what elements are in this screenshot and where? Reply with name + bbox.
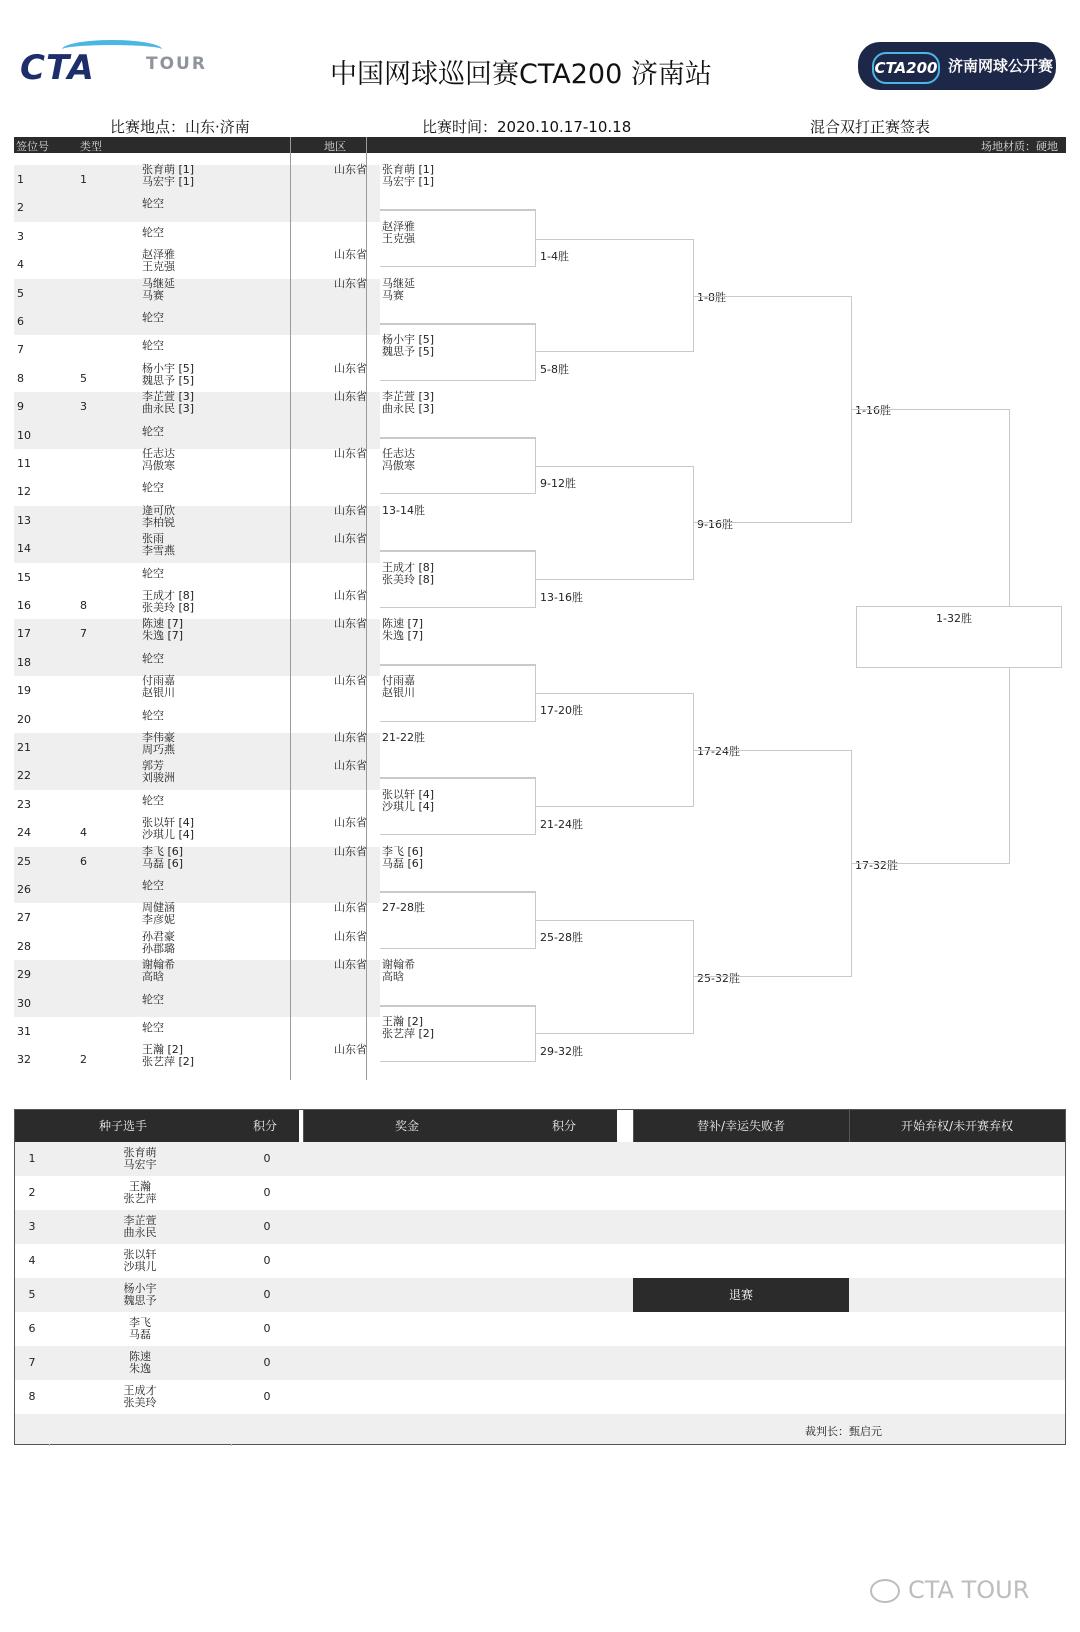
draw-position: 24 bbox=[17, 826, 31, 840]
logo-cta-text: CTA bbox=[20, 48, 95, 88]
draw-entry bbox=[142, 505, 175, 529]
region: 山东省 bbox=[334, 844, 367, 858]
final-label: 1-32胜 bbox=[936, 612, 972, 626]
region: 山东省 bbox=[334, 503, 367, 517]
player-name: 付雨嘉 bbox=[142, 674, 175, 688]
round2-partner: 马赛 bbox=[382, 288, 404, 302]
seed-rank: 3 bbox=[28, 1220, 36, 1233]
partner-name: 张美玲 [8] bbox=[142, 601, 195, 614]
round4-label: 17-24胜 bbox=[697, 745, 740, 758]
round3-bracket bbox=[380, 892, 536, 949]
round3-bracket bbox=[380, 778, 536, 835]
player-name: 轮空 bbox=[142, 708, 164, 722]
draw-entry bbox=[142, 1044, 194, 1068]
draw-position: 25 bbox=[17, 854, 31, 868]
draw-entry bbox=[142, 931, 175, 955]
round2-entry bbox=[382, 732, 425, 744]
seed-pair bbox=[49, 1215, 231, 1239]
partner-name: 刘骏洲 bbox=[142, 771, 175, 785]
seed-points: 0 bbox=[263, 1322, 271, 1335]
round2-name: 付雨嘉 bbox=[382, 674, 415, 688]
draw-position: 11 bbox=[17, 457, 31, 470]
partner-name: 朱逸 [7] bbox=[142, 629, 184, 643]
round2-partner: 马磊 [6] bbox=[382, 856, 424, 870]
round3-bracket bbox=[380, 1006, 536, 1063]
player-name: 轮空 bbox=[142, 651, 164, 665]
seed-number: 4 bbox=[80, 826, 87, 840]
row-shade bbox=[14, 503, 380, 563]
draw-position: 3 bbox=[17, 229, 24, 243]
partner-name: 高晗 bbox=[142, 970, 164, 984]
region: 山东省 bbox=[334, 589, 367, 602]
player-name: 王瀚 [2] bbox=[142, 1043, 184, 1057]
draw-position: 13 bbox=[17, 513, 31, 527]
seed-number: 6 bbox=[80, 854, 87, 868]
seed-points: 0 bbox=[263, 1220, 271, 1233]
region: 山东省 bbox=[334, 248, 367, 262]
draw-entry bbox=[142, 340, 164, 352]
player-name: 轮空 bbox=[142, 481, 164, 495]
player-name: 赵泽雅 bbox=[142, 248, 175, 262]
table-footer-row bbox=[15, 1414, 1065, 1444]
seed-rank: 4 bbox=[28, 1254, 36, 1267]
col-pos: 签位号 bbox=[16, 140, 49, 153]
player-name: 周健涵 bbox=[142, 901, 175, 915]
round3-bracket bbox=[380, 210, 536, 267]
round2-partner: 张美玲 [8] bbox=[382, 572, 435, 586]
round2-partner: 王克强 bbox=[382, 231, 415, 245]
partner-name: 孙郡璐 bbox=[142, 941, 175, 955]
seed-table bbox=[14, 1109, 1066, 1445]
region: 山东省 bbox=[334, 532, 367, 546]
seed-rank: 1 bbox=[28, 1152, 36, 1165]
player-name: 任志达 bbox=[142, 447, 175, 460]
round2-name: 13-14胜 bbox=[382, 503, 425, 517]
round4-bracket bbox=[536, 693, 694, 807]
draw-entry bbox=[142, 164, 194, 188]
round3-label: 1-4胜 bbox=[540, 249, 569, 263]
draw-entry bbox=[142, 568, 164, 580]
partner-name: 沙琪儿 [4] bbox=[142, 828, 195, 842]
round2-partner: 朱逸 [7] bbox=[382, 629, 424, 643]
col-region: 地区 bbox=[324, 140, 346, 153]
table-header: 开始弃权/未开赛弃权 bbox=[849, 1110, 1065, 1142]
region: 山东省 bbox=[334, 617, 367, 631]
draw-position: 18 bbox=[17, 655, 31, 669]
draw-position: 17 bbox=[17, 627, 31, 641]
round3-label: 5-8胜 bbox=[540, 363, 569, 377]
player-name: 郭芳 bbox=[142, 759, 164, 773]
draw-entry bbox=[142, 590, 194, 614]
player-name: 轮空 bbox=[142, 225, 164, 239]
seed-partner: 张美玲 bbox=[123, 1396, 157, 1409]
partner-name: 魏思予 [5] bbox=[142, 373, 195, 387]
draw-position: 4 bbox=[17, 258, 24, 272]
seed-rank: 7 bbox=[28, 1356, 36, 1369]
seed-player: 王瀚 bbox=[129, 1180, 151, 1193]
draw-entry bbox=[142, 760, 175, 784]
seed-points: 0 bbox=[263, 1356, 271, 1369]
draw-entry bbox=[142, 902, 175, 926]
seed-partner: 曲永民 bbox=[123, 1226, 157, 1239]
round2-name: 张育萌 [1] bbox=[382, 163, 435, 176]
seed-player: 张育萌 bbox=[123, 1146, 157, 1159]
draw-position: 22 bbox=[17, 769, 31, 783]
partner-name: 张艺萍 [2] bbox=[142, 1055, 195, 1069]
seed-pair bbox=[49, 1181, 231, 1205]
round2-partner: 马宏宇 [1] bbox=[382, 175, 435, 188]
round2-name: 谢翰希 bbox=[382, 958, 415, 972]
draw-position: 20 bbox=[17, 712, 31, 726]
seed-number: 2 bbox=[80, 1053, 87, 1067]
draw-entry bbox=[142, 533, 175, 557]
player-name: 张雨 bbox=[142, 532, 164, 546]
seed-partner: 马宏宇 bbox=[123, 1158, 157, 1171]
player-name: 轮空 bbox=[142, 566, 164, 580]
draw-position: 15 bbox=[17, 570, 31, 584]
partner-name: 赵银川 bbox=[142, 686, 175, 700]
player-name: 轮空 bbox=[142, 879, 164, 892]
region: 山东省 bbox=[334, 816, 367, 830]
table-header: 奖金 bbox=[303, 1110, 511, 1142]
seed-points: 0 bbox=[263, 1254, 271, 1267]
round2-partner: 张艺萍 [2] bbox=[382, 1027, 435, 1040]
region: 山东省 bbox=[334, 163, 367, 176]
row-shade bbox=[14, 844, 380, 904]
draw-position: 31 bbox=[17, 1025, 31, 1038]
seed-partner: 张艺萍 bbox=[123, 1192, 157, 1205]
date-info: 比赛时间：2020.10.17-10.18 bbox=[422, 118, 632, 136]
round3-bracket bbox=[380, 438, 536, 495]
seed-points: 0 bbox=[263, 1288, 271, 1301]
round2-name: 杨小宇 [5] bbox=[382, 333, 435, 347]
seed-pair bbox=[49, 1317, 231, 1341]
table-header: 积分 bbox=[231, 1110, 299, 1142]
row-shade bbox=[14, 733, 380, 790]
round2-name: 21-22胜 bbox=[382, 731, 425, 744]
round2-partner: 赵银川 bbox=[382, 686, 415, 700]
region: 山东省 bbox=[334, 361, 367, 375]
round2-entry bbox=[382, 505, 425, 517]
region: 山东省 bbox=[334, 674, 367, 688]
player-name: 孙君豪 bbox=[142, 929, 175, 943]
logo-tour-text: TOUR bbox=[146, 54, 207, 74]
player-name: 轮空 bbox=[142, 339, 164, 353]
seed-points: 0 bbox=[263, 1152, 271, 1165]
seed-pair bbox=[49, 1351, 231, 1375]
seed-partner: 朱逸 bbox=[129, 1362, 151, 1375]
seed-partner: 魏思予 bbox=[123, 1294, 157, 1307]
round2-name: 陈速 [7] bbox=[382, 617, 424, 631]
round5-label: 17-32胜 bbox=[855, 858, 898, 872]
partner-name: 冯傲寒 bbox=[142, 459, 175, 472]
seed-pair bbox=[49, 1147, 231, 1171]
draw-position: 5 bbox=[17, 286, 24, 300]
seed-rank: 8 bbox=[28, 1390, 36, 1403]
player-name: 轮空 bbox=[142, 992, 164, 1006]
player-name: 谢翰希 bbox=[142, 958, 175, 972]
round2-name: 马继延 bbox=[382, 276, 415, 290]
round4-bracket bbox=[536, 239, 694, 353]
round5-bracket bbox=[694, 296, 852, 523]
player-name: 李伟豪 bbox=[142, 731, 175, 744]
draw-entry bbox=[142, 618, 183, 642]
round2-name: 张以轩 [4] bbox=[382, 787, 435, 801]
draw-position: 14 bbox=[17, 542, 31, 556]
region: 山东省 bbox=[334, 901, 367, 915]
seed-rank: 6 bbox=[28, 1322, 36, 1335]
seed-pair bbox=[49, 1249, 231, 1273]
seed-player: 杨小宇 bbox=[123, 1282, 157, 1295]
draw-position: 9 bbox=[17, 400, 24, 414]
column-divider bbox=[290, 137, 291, 1080]
partner-name: 李彦妮 bbox=[142, 913, 175, 927]
draw-position: 2 bbox=[17, 201, 24, 215]
draw-position: 16 bbox=[17, 599, 31, 612]
round2-entry bbox=[382, 278, 415, 302]
seed-player: 李飞 bbox=[129, 1316, 151, 1329]
round2-entry bbox=[382, 959, 415, 983]
draw-entry bbox=[142, 994, 164, 1006]
column-header-bar bbox=[14, 137, 1066, 153]
round3-label: 13-16胜 bbox=[540, 590, 583, 604]
seed-partner: 沙琪儿 bbox=[123, 1260, 157, 1273]
jinan-open-badge bbox=[858, 42, 1056, 90]
draw-position: 6 bbox=[17, 315, 24, 328]
watermark-text: CTA TOUR bbox=[908, 1576, 1030, 1604]
seed-number: 1 bbox=[80, 173, 87, 186]
round2-partner: 曲永民 [3] bbox=[382, 402, 435, 416]
draw-position: 30 bbox=[17, 996, 31, 1010]
seed-player: 张以轩 bbox=[123, 1248, 157, 1261]
draw-entry bbox=[142, 710, 164, 722]
player-name: 马继延 bbox=[142, 276, 175, 290]
round2-name: 李芷萱 [3] bbox=[382, 390, 435, 404]
draw-entry bbox=[142, 391, 194, 415]
col-type: 类型 bbox=[80, 140, 102, 153]
draw-position: 8 bbox=[17, 371, 24, 385]
draw-entry bbox=[142, 817, 194, 841]
draw-position: 29 bbox=[17, 968, 31, 982]
player-name: 轮空 bbox=[142, 197, 164, 211]
round2-name: 赵泽雅 bbox=[382, 219, 415, 233]
round2-name: 李飞 [6] bbox=[382, 844, 424, 858]
seed-points: 0 bbox=[263, 1390, 271, 1403]
draw-position: 27 bbox=[17, 911, 31, 925]
round5-bracket bbox=[694, 750, 852, 977]
round4-bracket bbox=[536, 920, 694, 1034]
draw-entry bbox=[142, 312, 164, 324]
region: 山东省 bbox=[334, 929, 367, 943]
draw-entry bbox=[142, 732, 175, 756]
seed-number: 3 bbox=[80, 400, 87, 414]
seed-number: 7 bbox=[80, 627, 87, 641]
draw-entry bbox=[142, 846, 183, 870]
region: 山东省 bbox=[334, 958, 367, 972]
seed-pair bbox=[49, 1385, 231, 1409]
partner-name: 李柏锐 bbox=[142, 515, 175, 529]
partner-name: 曲永民 [3] bbox=[142, 402, 195, 416]
player-name: 王成才 [8] bbox=[142, 589, 195, 602]
table-header: 种子选手 bbox=[15, 1110, 231, 1142]
player-name: 李芷萱 [3] bbox=[142, 390, 195, 404]
round3-bracket bbox=[380, 324, 536, 381]
draw-position: 23 bbox=[17, 797, 31, 811]
row-shade bbox=[14, 276, 380, 336]
seed-player: 陈速 bbox=[129, 1350, 151, 1363]
partner-name: 李雪燕 bbox=[142, 544, 175, 558]
round2-partner: 魏思予 [5] bbox=[382, 345, 435, 359]
round3-label: 17-20胜 bbox=[540, 704, 583, 718]
venue-info: 比赛地点：山东·济南 bbox=[110, 118, 250, 136]
seed-rank: 2 bbox=[28, 1186, 36, 1199]
seed-partner: 马磊 bbox=[129, 1328, 151, 1341]
draw-entry bbox=[142, 1022, 164, 1034]
round2-entry bbox=[382, 391, 434, 415]
seed-pair bbox=[49, 1283, 231, 1307]
row-shade bbox=[14, 165, 380, 222]
round4-label: 9-16胜 bbox=[697, 517, 733, 531]
row-shade bbox=[14, 619, 380, 676]
referee-name: 裁判长：甄启元 bbox=[805, 1425, 882, 1438]
draw-entry bbox=[142, 675, 175, 699]
draw-entry bbox=[142, 426, 164, 438]
draw-entry bbox=[142, 278, 175, 302]
draw-position: 7 bbox=[17, 343, 24, 357]
table-header: 积分 bbox=[511, 1110, 617, 1142]
round3-label: 9-12胜 bbox=[540, 477, 576, 490]
draw-entry bbox=[142, 959, 175, 983]
draw-entry bbox=[142, 227, 164, 239]
player-name: 轮空 bbox=[142, 424, 164, 438]
round2-partner: 沙琪儿 [4] bbox=[382, 799, 435, 813]
row-shade bbox=[14, 960, 380, 1017]
event-info: 混合双打正赛签表 bbox=[810, 118, 931, 136]
draw-position: 1 bbox=[17, 173, 24, 186]
draw-position: 21 bbox=[17, 741, 31, 754]
draw-entry bbox=[142, 880, 164, 892]
round2-name: 王成才 [8] bbox=[382, 560, 435, 574]
round4-label: 1-8胜 bbox=[697, 290, 726, 304]
region: 山东省 bbox=[334, 759, 367, 773]
round3-bracket bbox=[380, 551, 536, 608]
round2-name: 任志达 bbox=[382, 447, 415, 460]
round2-entry bbox=[382, 164, 434, 188]
region: 山东省 bbox=[334, 731, 367, 744]
row-shade bbox=[14, 392, 380, 449]
player-name: 杨小宇 [5] bbox=[142, 361, 195, 375]
player-name: 张以轩 [4] bbox=[142, 816, 195, 830]
draw-entry bbox=[142, 198, 164, 210]
player-name: 张育萌 [1] bbox=[142, 163, 195, 176]
round2-entry bbox=[382, 618, 423, 642]
partner-name: 周巧燕 bbox=[142, 743, 175, 756]
region: 山东省 bbox=[334, 1043, 367, 1057]
player-name: 逄可欣 bbox=[142, 503, 175, 517]
round2-partner: 冯傲寒 bbox=[382, 459, 415, 472]
seed-player: 李芷萱 bbox=[123, 1214, 157, 1227]
watermark bbox=[870, 1576, 1029, 1604]
region: 山东省 bbox=[334, 447, 367, 460]
round3-label: 21-24胜 bbox=[540, 817, 583, 831]
round3-bracket bbox=[380, 665, 536, 722]
page-title: 中国网球巡回赛CTA200 济南站 bbox=[330, 59, 712, 90]
round4-bracket bbox=[536, 466, 694, 580]
round2-name: 王瀚 [2] bbox=[382, 1015, 424, 1028]
partner-name: 王克强 bbox=[142, 260, 175, 274]
round2-entry bbox=[382, 846, 423, 870]
col-surface: 场地材质：硬地 bbox=[981, 140, 1058, 153]
draw-position: 32 bbox=[17, 1053, 31, 1067]
draw-entry bbox=[142, 448, 175, 472]
round2-partner: 高晗 bbox=[382, 970, 404, 984]
seed-number: 5 bbox=[80, 371, 87, 385]
round5-label: 1-16胜 bbox=[855, 404, 891, 418]
partner-name: 马宏宇 [1] bbox=[142, 175, 195, 188]
draw-position: 10 bbox=[17, 428, 31, 442]
badge-cta200: CTA200 bbox=[872, 52, 940, 84]
draw-position: 19 bbox=[17, 684, 31, 698]
seed-number: 8 bbox=[80, 599, 87, 612]
player-name: 轮空 bbox=[142, 1021, 164, 1034]
draw-entry bbox=[142, 249, 175, 273]
player-name: 李飞 [6] bbox=[142, 844, 184, 858]
player-name: 陈速 [7] bbox=[142, 617, 184, 631]
draw-entry bbox=[142, 363, 194, 387]
partner-name: 马赛 bbox=[142, 288, 164, 302]
wechat-icon bbox=[870, 1579, 900, 1603]
seed-player: 王成才 bbox=[123, 1384, 157, 1397]
seed-rank: 5 bbox=[28, 1288, 36, 1301]
table-header: 替补/幸运失败者 bbox=[633, 1110, 849, 1142]
draw-position: 26 bbox=[17, 883, 31, 896]
draw-entry bbox=[142, 482, 164, 494]
badge-event-name: 济南网球公开赛 bbox=[948, 57, 1054, 75]
withdraw-badge: 退赛 bbox=[633, 1278, 849, 1312]
cta-tour-logo bbox=[20, 38, 220, 98]
draw-position: 28 bbox=[17, 939, 31, 953]
round3-label: 29-32胜 bbox=[540, 1045, 583, 1058]
round2-name: 27-28胜 bbox=[382, 901, 425, 915]
player-name: 轮空 bbox=[142, 311, 164, 324]
seed-points: 0 bbox=[263, 1186, 271, 1199]
draw-entry bbox=[142, 795, 164, 807]
region: 山东省 bbox=[334, 276, 367, 290]
round4-label: 25-32胜 bbox=[697, 972, 740, 986]
round3-label: 25-28胜 bbox=[540, 931, 583, 945]
draw-position: 12 bbox=[17, 485, 31, 499]
partner-name: 马磊 [6] bbox=[142, 856, 184, 870]
region: 山东省 bbox=[334, 390, 367, 404]
draw-entry bbox=[142, 653, 164, 665]
player-name: 轮空 bbox=[142, 793, 164, 807]
